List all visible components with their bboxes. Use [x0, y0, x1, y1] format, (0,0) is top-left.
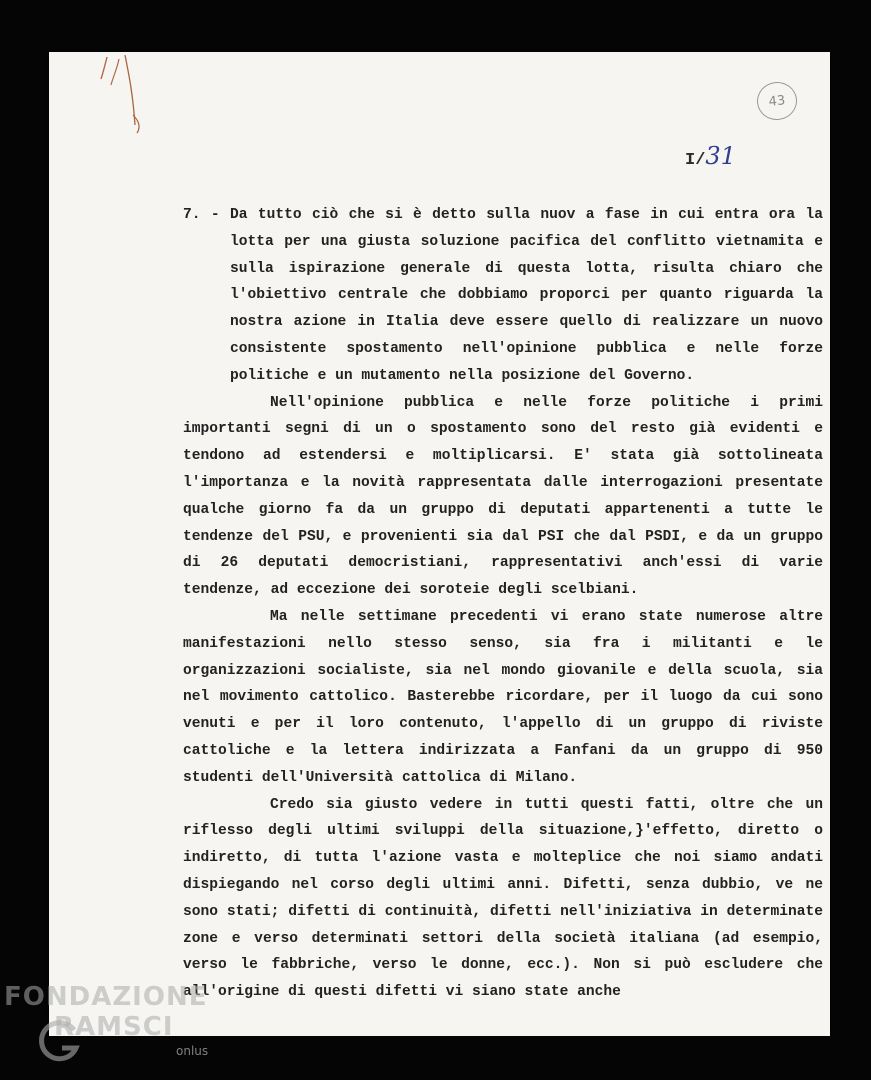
paragraph: 7. - Da tutto ciò che si è detto sulla nuov a fase in cui entra ora la lotta per una giusta soluzione pacifica del conflitto vietnamita e sulla ispirazione generale di questa lotta, risulta chiaro che l'obiettivo centrale che dobbiamo proporci per quanto riguarda la nostra azione in Italia deve essere quello di realizzare un nuovo consistente spostamento nell'opinione pubblica e nelle forze politiche e un mutamento nella posizione del Governo. [183, 207, 823, 384]
page-identifier: I/31 [685, 142, 736, 170]
watermark-subtitle: onlus [176, 1044, 209, 1058]
paragraph: Nell'opinione pubblica e nelle forze politiche i primi importanti segni di un o spostamento sono del resto già evidenti e tendono ad estendersi e moltiplicarsi. E' stata già sottolineata l'importanza e la novità rappresentata dalle interrogazioni presentate qualche giorno fa da un gruppo di deputati appartenenti a tutte le tendenze del PSU, e provenienti sia dal PSI che dal PSDI, e da un gruppo di 26 deputati democristiani, rappresentativi anch'essi di varie tendenze, ad eccezione dei soroteie degli scelbiani. [183, 394, 823, 599]
circled-page-number: 43 [755, 80, 799, 122]
pen-scribble [99, 55, 159, 135]
paragraph: Ma nelle settimane precedenti vi erano state numerose altre manifestazioni nello stesso senso, sia fra i militanti e le organizzazioni socialiste, sia nel mondo giovanile e della scuola, sia nel movimento cattolico. Basterebbe ricordare, per il luogo da cui sono venuti e per il loro contenuto, l'appello di un gruppo di riviste cattoliche e la lettera indirizzata a Fanfani da un gruppo di 950 studenti dell'Università cattolica di Milano. [183, 608, 823, 786]
typewritten-body [183, 202, 823, 1006]
paragraph: Credo sia giusto vedere in tutti questi fatti, oltre che un riflesso degli ultimi sviluppi della situazione,}'effetto, diretto o indiretto, di tutta l'azione vasta e molteplice che noi siamo andati dispiegando nel corso degli ultimi anni. Difetti, senza dubbio, ve ne sono stati; difetti di continuità, difetti nell'iniziativa in determinate zone e verso determinati settori della società italiana (ad esempio, verso le fabbriche, verso le donne, ecc.). Non si può escludere che all'origine di questi difetti vi siano state anche [183, 796, 823, 1001]
watermark-logo: FONDAZIONE RAMSCI [4, 982, 208, 1042]
document-page [49, 52, 830, 1036]
watermark-g-icon [36, 1018, 82, 1064]
